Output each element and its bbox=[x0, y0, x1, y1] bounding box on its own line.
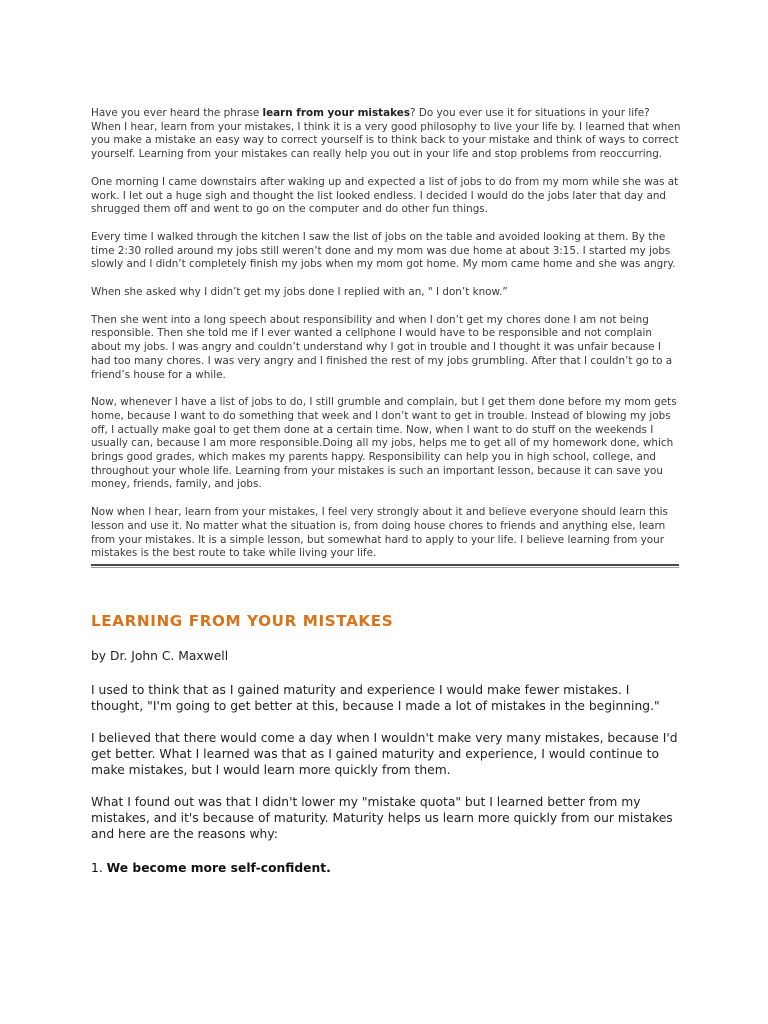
essay-paragraph-1-rest: ? Do you ever use it for situations in your life? When I hear, learn from your mistakes, I think it is a very good philosophy to live your life by. I learned that when you make a mistake an easy way to correct yourself is to think back to your mistake and think of ways to correct yourself. Learning from your mistakes can really help you out in your life and stop problems from reoccurring. bbox=[91, 107, 681, 161]
article-byline: by Dr. John C. Maxwell bbox=[91, 648, 229, 663]
article-paragraph-1: I used to think that as I gained maturity and experience I would make fewer mistakes. I thought, "I'm going to get better at this, because I made a lot of mistakes in the beginning." bbox=[91, 682, 660, 713]
essay-paragraph-2: One morning I came downstairs after waking up and expected a list of jobs to do from my mom while she was at work. I let out a huge sigh and thought the list looked endless. I decided I would do the jobs later that day and shrugged them off and went to go on the computer and do other fun things. bbox=[91, 175, 679, 216]
article-point-1-number: 1. bbox=[91, 860, 103, 875]
essay-phrase-highlight: learn from your mistakes bbox=[262, 107, 410, 119]
article-point-1 bbox=[91, 860, 681, 876]
essay-paragraph-1 bbox=[91, 107, 681, 162]
article-paragraph-3: What I found out was that I didn't lower my "mistake quota" but I learned better from my mistakes, and it's because of maturity. Maturity helps us learn more quickly from our mistakes and here are the reasons why: bbox=[91, 794, 673, 841]
essay-paragraph-4: When she asked why I didn’t get my jobs done I replied with an, " I don’t know.” bbox=[91, 286, 508, 299]
essay-paragraph-1-intro: Have you ever heard the phrase bbox=[91, 107, 263, 119]
student-essay bbox=[91, 107, 681, 561]
essay-paragraph-5: Then she went into a long speech about responsibility and when I don’t get my chores done I am not being responsible. Then she told me if I ever wanted a cellphone I would have to be responsible and not complain about my jobs. I was angry and couldn’t understand why I got in trouble and I thought it was unfair because I had too many chores. I was very angry and I finished the rest of my jobs grumbling. After that I couldn’t go to a friend’s house for a while. bbox=[91, 313, 673, 381]
document-page bbox=[91, 107, 681, 876]
essay-paragraph-3: Every time I walked through the kitchen I saw the list of jobs on the table and avoided looking at them. By the time 2:30 rolled around my jobs still weren’t done and my mom was due home at about 3:15. I started my jobs slowly and I didn’t completely finish my jobs when my mom got home. My mom came home and she was angry. bbox=[91, 230, 676, 271]
article-point-1-text: We become more self-confident. bbox=[106, 860, 331, 875]
section-divider bbox=[91, 564, 679, 568]
article-paragraph-2: I believed that there would come a day when I wouldn't make very many mistakes, because I'd get better. What I learned was that as I gained maturity and experience, I would continue to make mistakes, but I would learn more quickly from them. bbox=[91, 730, 678, 777]
maxwell-article bbox=[91, 611, 681, 876]
essay-paragraph-7: Now when I hear, learn from your mistakes, I feel very strongly about it and believe everyone should learn this lesson and use it. No matter what the situation is, from doing house chores to friends and anything else, learn from your mistakes. It is a simple lesson, but somewhat hard to apply to your life. I believe learning from your mistakes is the best route to take while living your life. bbox=[91, 506, 668, 560]
essay-paragraph-6: Now, whenever I have a list of jobs to do, I still grumble and complain, but I get them done before my mom gets home, because I want to do something that week and I don’t want to get in trouble. Instead of blowing my jobs off, I actually make goal to get them done at a certain time. Now, when I want to do stuff on the weekends I usually can, because I am more responsible.Doing all my jobs, helps me to get all of my homework done, which brings good grades, which makes my parents happy. Responsibility can help you in high school, college, and throughout your whole life. Learning from your mistakes is such an important lesson, because it can save you money, friends, family, and jobs. bbox=[91, 396, 677, 491]
article-title: LEARNING FROM YOUR MISTAKES bbox=[91, 611, 394, 630]
